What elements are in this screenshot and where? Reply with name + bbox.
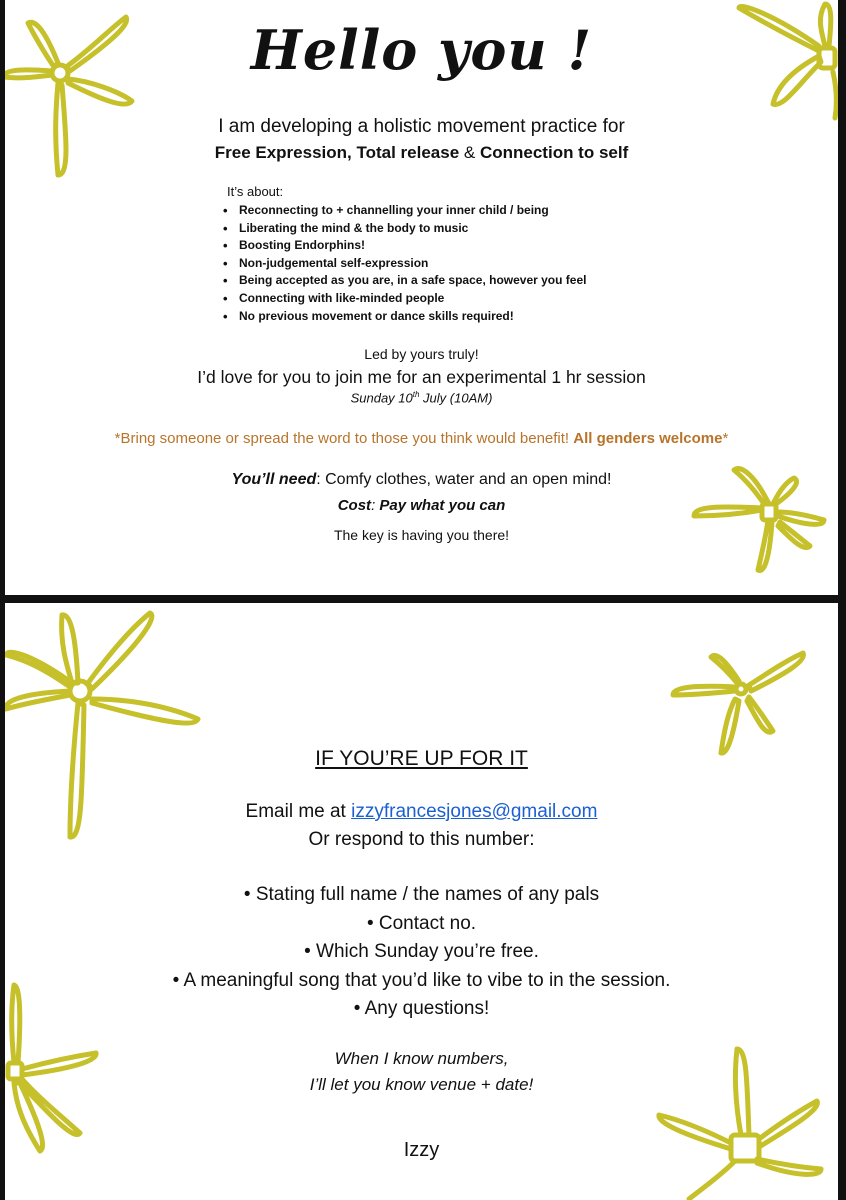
email-link[interactable]: izzyfrancesjones@gmail.com — [351, 801, 598, 822]
cost-separator: : — [371, 497, 380, 514]
email-line — [5, 801, 838, 823]
bring-someone-note — [5, 430, 838, 447]
all-genders-welcome: All genders welcome — [573, 430, 723, 447]
page-title: Hello you ! — [250, 18, 593, 82]
list-item: • Non-judgemental self-expression — [223, 255, 586, 273]
list-item: • Liberating the mind & the body to music — [223, 220, 586, 238]
cost-label: Cost — [337, 497, 372, 514]
bring-end: * — [722, 430, 729, 447]
about-label: It’s about: — [227, 184, 284, 199]
signature: Izzy — [403, 1139, 440, 1161]
session-time: July (10AM) — [419, 390, 493, 406]
section-heading: IF YOU’RE UP FOR IT — [315, 747, 528, 770]
intro-line: I am developing a holistic movement practice for — [218, 116, 625, 137]
join-line: I’d love for you to join me for an experimental 1 hr session — [197, 367, 646, 387]
flyer-card-front — [5, 0, 838, 595]
bring-text: *Bring someone or spread the word to those you think would benefit! — [114, 430, 574, 447]
you-need-text: : Comfy clothes, water and an open mind! — [316, 471, 612, 488]
intro-highlights — [5, 143, 838, 163]
intro-ampersand: & — [459, 143, 480, 162]
list-item: • Which Sunday you’re free. — [5, 938, 838, 967]
list-item: • Reconnecting to + channelling your inner child / being — [223, 202, 586, 220]
respond-line: Or respond to this number: — [308, 829, 535, 850]
session-day: Sunday 10 — [350, 390, 413, 406]
list-item: • Boosting Endorphins! — [223, 237, 586, 255]
you-need-line — [5, 471, 838, 489]
about-list — [223, 202, 586, 325]
list-item: • No previous movement or dance skills required! — [223, 308, 586, 326]
list-item: • Contact no. — [5, 910, 838, 939]
cost-line — [5, 497, 838, 514]
response-list — [5, 881, 838, 1024]
session-date — [5, 390, 838, 405]
flyer-card-back — [5, 603, 838, 1200]
closing-line: When I know numbers, — [334, 1049, 509, 1068]
list-item: • A meaningful song that you’d like to vibe to in the session. — [5, 967, 838, 996]
closing-line: I’ll let you know venue + date! — [309, 1075, 534, 1094]
you-need-label: You’ll need — [231, 471, 317, 488]
email-prefix: Email me at — [245, 801, 352, 822]
list-item: • Being accepted as you are, in a safe space, however you feel — [223, 272, 586, 290]
total-release: Total release — [356, 143, 460, 162]
led-by-line: Led by yours truly! — [364, 346, 479, 362]
connection-to-self: Connection to self — [479, 143, 629, 162]
list-item: • Connecting with like-minded people — [223, 290, 586, 308]
cost-value: Pay what you can — [379, 497, 506, 514]
list-item: • Stating full name / the names of any pals — [5, 881, 838, 910]
free-expression: Free Expression — [214, 143, 348, 162]
key-line: The key is having you there! — [333, 527, 510, 543]
intro-separator: , — [347, 143, 357, 162]
list-item: • Any questions! — [5, 995, 838, 1024]
session-day-suffix: th — [412, 390, 420, 399]
